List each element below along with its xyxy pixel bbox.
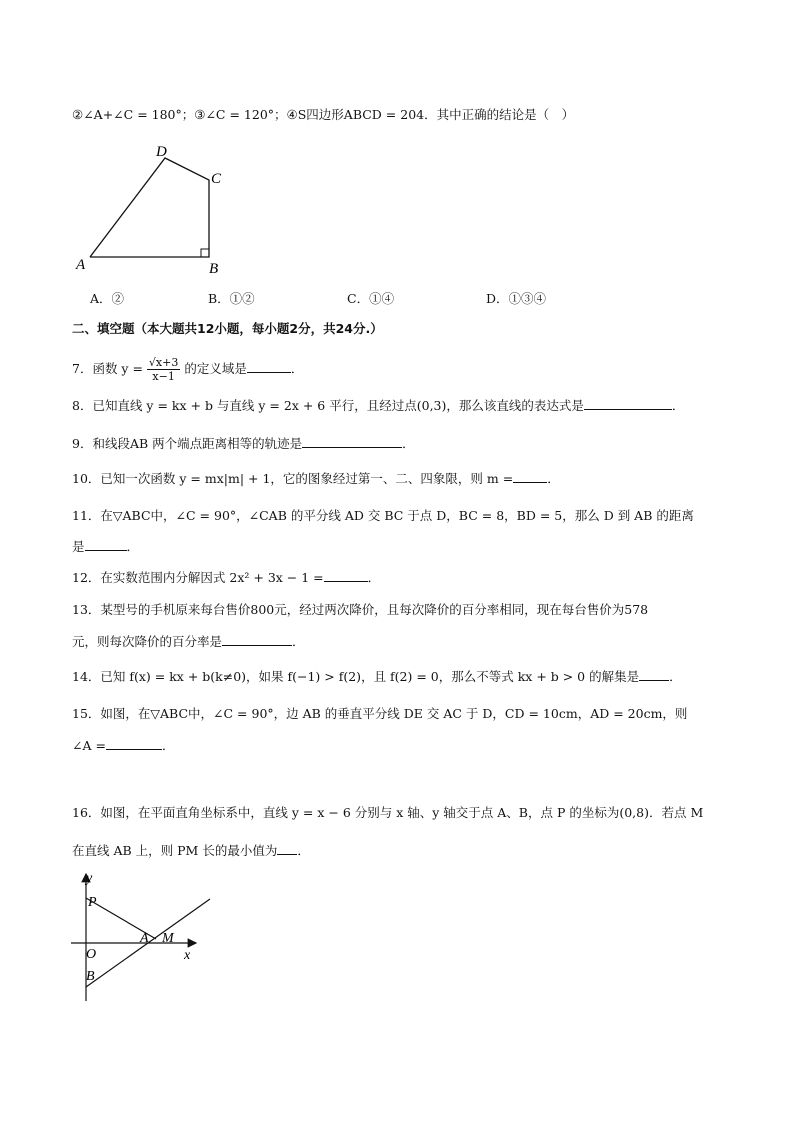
q7-answer-blank[interactable] (247, 360, 291, 373)
question-10 (72, 470, 560, 488)
label-m: M (162, 931, 174, 946)
label-b: B (209, 261, 219, 277)
q13-answer-blank[interactable] (222, 633, 292, 646)
q10-answer-blank[interactable] (513, 470, 547, 483)
question-13-line2 (72, 633, 305, 651)
option-c[interactable]: C．①④ (347, 291, 395, 306)
question-12 (72, 569, 380, 587)
question-9 (72, 435, 415, 453)
quadrilateral-outline (90, 158, 209, 257)
option-d[interactable]: D．①③④ (486, 291, 547, 306)
q7-prefix: 7．函数 y = (72, 361, 147, 376)
q9-answer-blank[interactable] (302, 435, 402, 448)
question-15-line2 (72, 737, 174, 755)
question-11-line1: 11．在▽ABC中，∠C = 90°，∠CAB 的平分线 AD 交 BC 于点 D，BC = 8，BD = 5，那么 D 到 AB 的距离 (72, 508, 694, 523)
question-11-line2 (72, 538, 139, 556)
q8-text: 8．已知直线 y = kx + b 与直线 y = 2x + 6 平行，且经过点(0,3)，那么该直线的表达式是 (72, 398, 584, 413)
question-8 (72, 397, 684, 415)
q7-denominator: x−1 (152, 370, 175, 383)
q8-answer-blank[interactable] (584, 397, 672, 410)
q14-text: 14．已知 f(x) = kx + b(k≠0)，如果 f(−1) > f(2)，且 f(2) = 0，那么不等式 kx + b > 0 的解集是 (72, 669, 640, 684)
period: ． (669, 669, 682, 684)
period: ． (161, 738, 175, 753)
period: ． (671, 398, 685, 413)
q9-text: 9．和线段AB 两个端点距离相等的轨迹是 (72, 436, 303, 451)
right-angle-mark (201, 249, 209, 257)
question-13-line1: 13．某型号的手机原来每台售价800元，经过两次降价，且每次降价的百分率相同，现在每台售价为578 (72, 602, 649, 617)
quadrilateral-figure (70, 140, 240, 280)
period: ． (402, 436, 415, 451)
option-a[interactable]: A．② (90, 291, 125, 306)
period: ． (547, 471, 560, 486)
q15-answer-blank[interactable] (106, 737, 162, 750)
label-a: A (140, 931, 149, 946)
coordinate-figure (66, 866, 216, 1006)
period: ． (126, 539, 140, 554)
question-7 (72, 356, 303, 383)
label-x: x (184, 948, 191, 963)
q15-text-2: ∠A = (72, 738, 106, 753)
q12-text: 12．在实数范围内分解因式 2x² + 3x − 1 = (72, 570, 324, 585)
question-16-line2 (72, 842, 310, 860)
q11-answer-blank[interactable] (85, 538, 127, 551)
label-d: D (156, 144, 167, 160)
label-y: y (86, 871, 93, 886)
label-p: P (88, 895, 97, 910)
q7-numerator: √x+3 (148, 356, 179, 369)
label-a: A (76, 257, 86, 273)
q16-text-2: 在直线 AB 上，则 PM 长的最小值为 (72, 843, 278, 858)
period: ． (290, 361, 304, 376)
label-b: B (86, 969, 95, 984)
period: ． (297, 843, 310, 858)
q10-text: 10．已知一次函数 y = mx|m| + 1，它的图象经过第一、二、四象限，则 m = (72, 471, 514, 486)
question-15-line1: 15．如图，在▽ABC中，∠C = 90°，边 AB 的垂直平分线 DE 交 AC 于 D，CD = 10cm，AD = 20cm，则 (72, 706, 688, 721)
period: ． (292, 634, 305, 649)
q13-text-2: 元，则每次降价的百分率是 (72, 634, 223, 649)
question-16-line1: 16．如图，在平面直角坐标系中，直线 y = x − 6 分别与 x 轴、y 轴交于点 A、B，点 P 的坐标为(0,8)．若点 M (72, 805, 704, 820)
label-o: O (86, 947, 97, 962)
q14-answer-blank[interactable] (639, 668, 669, 681)
q7-suffix: 的定义域是 (180, 361, 247, 376)
option-b[interactable]: B．①② (208, 291, 255, 306)
q12-answer-blank[interactable] (324, 569, 368, 582)
question-14 (72, 668, 682, 686)
label-c: C (211, 171, 222, 187)
q16-answer-blank[interactable] (277, 842, 297, 855)
q11-text-2: 是 (72, 539, 85, 554)
period: ． (367, 570, 381, 585)
q6-conditions: ②∠A+∠C = 180°；③∠C = 120°；④S四边形ABCD = 204．其中正确的结论是（ ） (72, 107, 575, 122)
section-title: 二、填空题（本大题共12小题，每小题2分，共24分.） (72, 321, 383, 336)
